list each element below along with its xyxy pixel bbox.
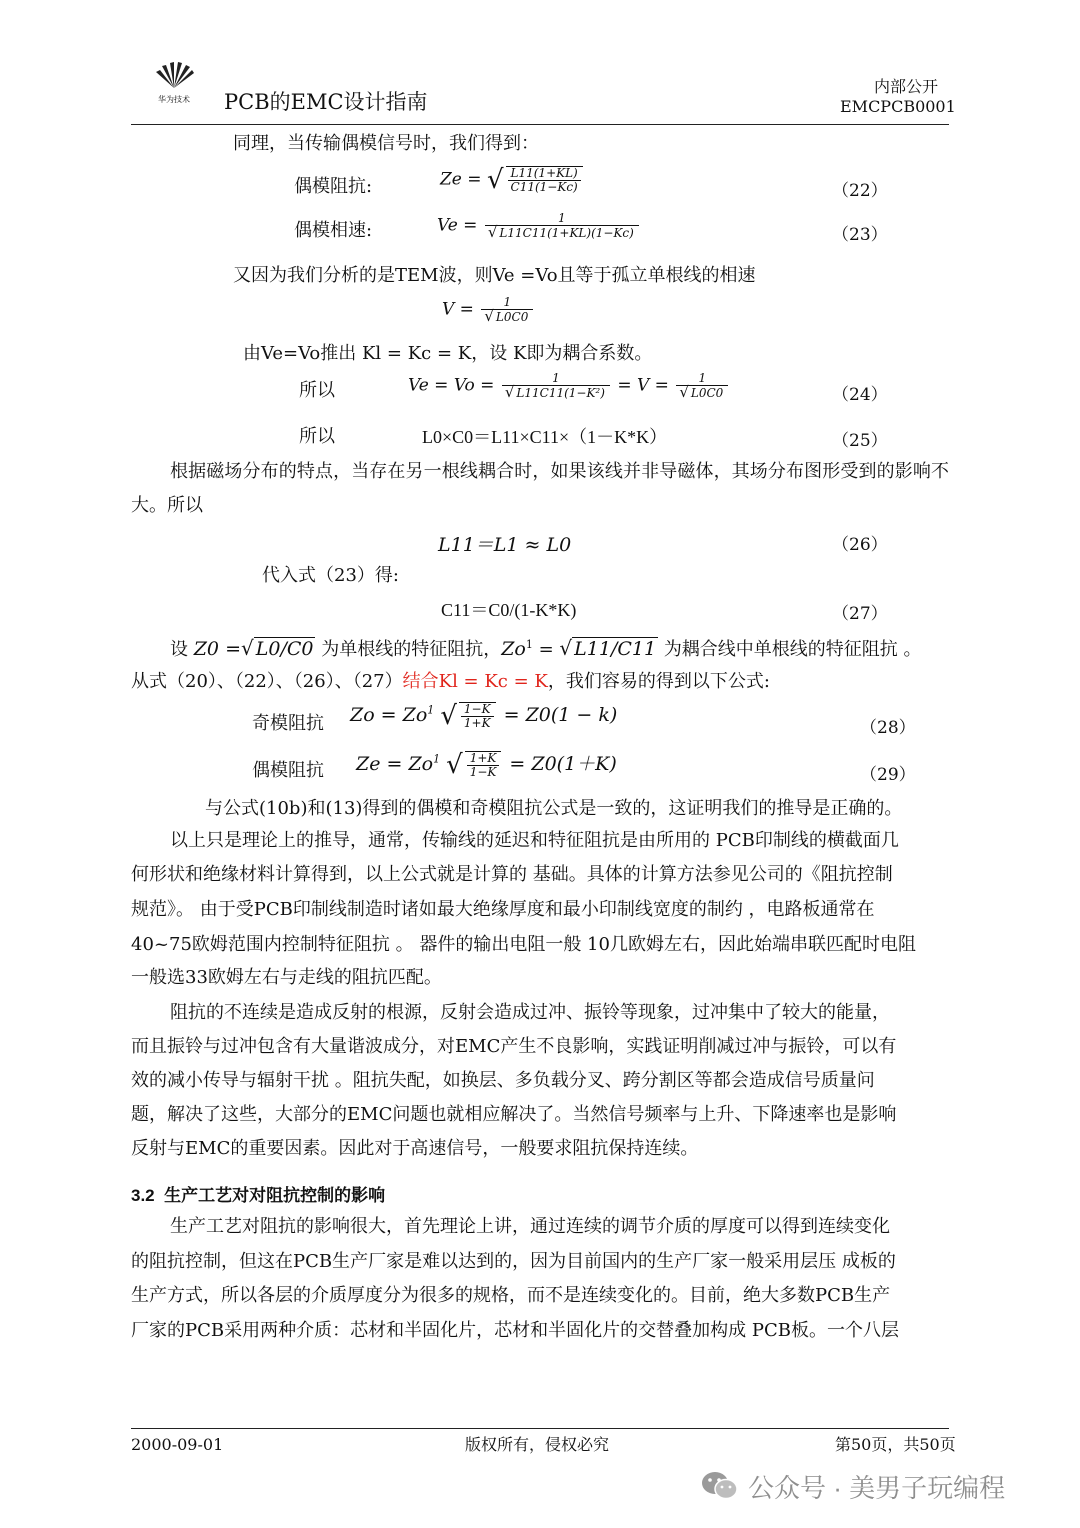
equation-number: （24） xyxy=(832,385,888,405)
paragraph-line: 而且振铃与过冲包含有大量谐波成分，对EMC产生不良影响，实践证明削减过冲与振铃，可以有 xyxy=(131,1036,897,1057)
equation-number: （26） xyxy=(832,535,888,555)
equation-rhs: = Z0(1＋K) xyxy=(509,753,617,775)
fraction-denominator: L11C11(1−K²) xyxy=(516,386,605,400)
math-span: Zo xyxy=(501,638,526,660)
fraction-numerator: 1−K xyxy=(463,702,491,716)
watermark-text: 公众号 · 美男子玩编程 xyxy=(748,1472,1006,1503)
section-heading xyxy=(131,1185,385,1207)
text-line xyxy=(131,671,770,693)
paragraph-line: 生产工艺对阻抗的影响很大，首先理论上讲，通过连续的调节介质的厚度可以得到连续变化 xyxy=(170,1216,890,1237)
math-span: Z0 = xyxy=(193,638,241,660)
equation-25: L0×C0＝L11×C11×（1－K*K） xyxy=(422,427,668,447)
wechat-icon xyxy=(700,1469,740,1503)
paragraph-line: 何形状和绝缘材料计算得到，以上公式就是计算的 基础。具体的计算方法参见公司的《阻抗控制 xyxy=(131,864,893,885)
fraction-numerator: 1+K xyxy=(469,751,497,765)
fraction-numerator: L11(1+KL) xyxy=(510,166,578,180)
fraction-numerator: 1 xyxy=(503,295,512,309)
fraction-denominator: L0C0 xyxy=(495,310,529,324)
equation-label: 偶模相速: xyxy=(294,220,373,241)
equation-number: （25） xyxy=(832,431,888,451)
text-span: 为耦合线中单根线的特征阻抗 。 xyxy=(663,639,922,660)
fraction-denominator: C11(1−Kc) xyxy=(508,180,581,194)
math-span: = xyxy=(538,639,554,660)
footer-rule xyxy=(131,1428,949,1429)
highlighted-text: 结合Kl = Kc = K xyxy=(402,671,548,692)
equation-label: 所以 xyxy=(299,426,335,447)
section-title: 生产工艺对对阻抗控制的影响 xyxy=(164,1186,386,1205)
section-number: 3.2 xyxy=(131,1186,155,1205)
text-line: 同理，当传输偶模信号时，我们得到： xyxy=(233,133,539,154)
paragraph: 根据磁场分布的特点，当存在另一根线耦合时，如果该线并非导磁体，其场分布图形受到的影响不大。所以 xyxy=(131,461,949,516)
fraction-denominator: L11C11(1+KL)(1−Kc) xyxy=(499,226,634,240)
equation-23: Ve = $\frac{1}{√ L11C11(1+KL)(1-Kc)}$ xyxy=(437,212,641,240)
fraction-numerator: 1 xyxy=(552,371,560,385)
logo-text: 华为技术 xyxy=(158,95,190,104)
equation-number: （28） xyxy=(860,718,916,738)
paragraph-line: 题，解决了这些，大部分的EMC问题也就相应解决了。当然信号频率与上升、下降速率也是影响 xyxy=(131,1104,897,1125)
paragraph-line: 以上只是理论上的推导，通常，传输线的延迟和特征阻抗是由所用的 PCB印制线的横截面几 xyxy=(170,830,899,851)
text-line: 代入式（23）得: xyxy=(262,565,399,586)
equation-29: $Ze = Zo^1$ √ $\frac{1+K}{1-K}$ = Z0(1＋K) xyxy=(356,750,617,780)
footer-copyright: 版权所有，侵权必究 xyxy=(465,1435,610,1454)
paragraph-line: 的阻抗控制，但这在PCB生产厂家是难以达到的，因为目前国内的生产厂家一般采用层压 成板的 xyxy=(131,1251,896,1272)
document-code: EMCPCB0001 xyxy=(840,97,956,116)
classification: 内部公开 xyxy=(874,77,939,96)
fraction-denominator: 1−K xyxy=(467,765,500,779)
equation-lhs: Ze = xyxy=(440,169,482,190)
paragraph-line: 40~75欧姆范围内控制特征阻抗 。 器件的输出电阻一般 10几欧姆左右，因此始端串联匹配时电阻 xyxy=(131,934,916,955)
equation-label: 奇模阻抗 xyxy=(252,713,324,734)
equation-number: （27） xyxy=(832,604,888,624)
text-line: 由Ve=Vo推出 Kl = Kc = K，设 K即为耦合系数。 xyxy=(243,343,653,364)
footer-date: 2000-09-01 xyxy=(131,1435,224,1454)
fraction-denominator: 1+K xyxy=(461,716,494,730)
math-sup: 1 xyxy=(427,703,435,717)
text-span: 为单根线的特征阻抗， xyxy=(321,639,502,660)
text-line-with-math: 设 Z0 =√ L0/C0 为单根线的特征阻抗，Zo$^1$ = √ L11/C11 为耦合线中单根线的特征阻抗 。 xyxy=(170,636,922,660)
equation-number: （23） xyxy=(832,225,888,245)
math-sup: 1 xyxy=(525,638,533,651)
paragraph-line: 效的减小传导与辐射干扰 。阻抗失配，如换层、多负载分叉、跨分割区等都会造成信号质量问 xyxy=(131,1070,875,1091)
equation-label: 偶模阻抗: xyxy=(294,176,373,197)
paragraph-line: 生产方式，所以各层的介质厚度分为很多的规格，而不是连续变化的。目前，绝大多数PCB生产 xyxy=(131,1285,891,1306)
text-line: 与公式(10b)和(13)得到的偶模和奇模阻抗公式是一致的，这证明我们的推导是正确的。 xyxy=(205,798,903,819)
equation-label: 所以 xyxy=(299,380,335,401)
equation-22: Ze = √ $\frac{L11(1+KL)}{C11(1-Kc)}$ xyxy=(440,166,585,194)
equation-lhs: Ze = Zo xyxy=(356,753,434,775)
equation-lhs: V = xyxy=(442,299,474,320)
equation-rhs: = Z0(1 − k) xyxy=(503,704,618,726)
paragraph-line: 规范》。 由于受PCB印制线制造时诸如最大绝缘厚度和最小印制线宽度的制约 ，电路板通常在 xyxy=(131,899,875,920)
footer-page-number: 第50页，共50页 xyxy=(835,1435,956,1454)
text-span: 设 xyxy=(170,639,188,660)
paragraph-line: 阻抗的不连续是造成反射的根源，反射会造成过冲、振铃等现象，过冲集中了较大的能量， xyxy=(170,1002,890,1023)
equation-number: （29） xyxy=(860,765,916,785)
equation-middle: = V = xyxy=(617,375,669,396)
fraction-numerator: 1 xyxy=(558,211,566,225)
header-rule xyxy=(131,124,949,125)
fraction-numerator: 1 xyxy=(698,371,707,385)
math-sup: 1 xyxy=(433,752,441,766)
equation-v: V = $\frac{1}{√ L0C0}$ xyxy=(442,296,535,324)
company-logo xyxy=(150,62,198,96)
equation-number: （22） xyxy=(832,181,888,201)
document-title: PCB的EMC设计指南 xyxy=(224,90,428,114)
equation-24: Ve = Vo = $\frac{1}{\text{√ L11C11(1−K²)}}$ = V = $\frac{1}{√ L0C0}$ xyxy=(408,372,730,400)
text-span: ，我们容易的得到以下公式: xyxy=(547,671,770,692)
text-span: 从式（20）、（22）、（26）、（27） xyxy=(131,671,403,692)
equation-27: C11＝C0/(1-K*K) xyxy=(441,600,577,620)
watermark xyxy=(700,1466,1005,1506)
paragraph-line: 厂家的PCB采用两种介质：芯材和半固化片，芯材和半固化片的交替叠加构成 PCB板。一个八层 xyxy=(131,1320,899,1341)
equation-label: 偶模阻抗 xyxy=(252,760,324,781)
equation-lhs: Ve = xyxy=(437,215,478,236)
equation-28: $Zo = Zo^1$ √ $\frac{1-K}{1+K}$ = Z0(1 − k) xyxy=(350,701,618,731)
text-line: 又因为我们分析的是TEM波，则Ve =Vo且等于孤立单根线的相速 xyxy=(233,265,756,286)
paragraph-line: 反射与EMC的重要因素。因此对于高速信号，一般要求阻抗保持连续。 xyxy=(131,1138,699,1159)
math-span: L11/C11 xyxy=(574,638,657,660)
equation-lhs: Ve = Vo = xyxy=(408,375,495,396)
fraction-denominator: L0C0 xyxy=(690,386,724,400)
equation-26: L11＝L1 ≈ L0 xyxy=(438,534,572,556)
paragraph-line: 一般选33欧姆左右与走线的阻抗匹配。 xyxy=(131,967,442,988)
equation-lhs: Zo = Zo xyxy=(350,704,428,726)
math-span: L0/C0 xyxy=(255,638,314,660)
